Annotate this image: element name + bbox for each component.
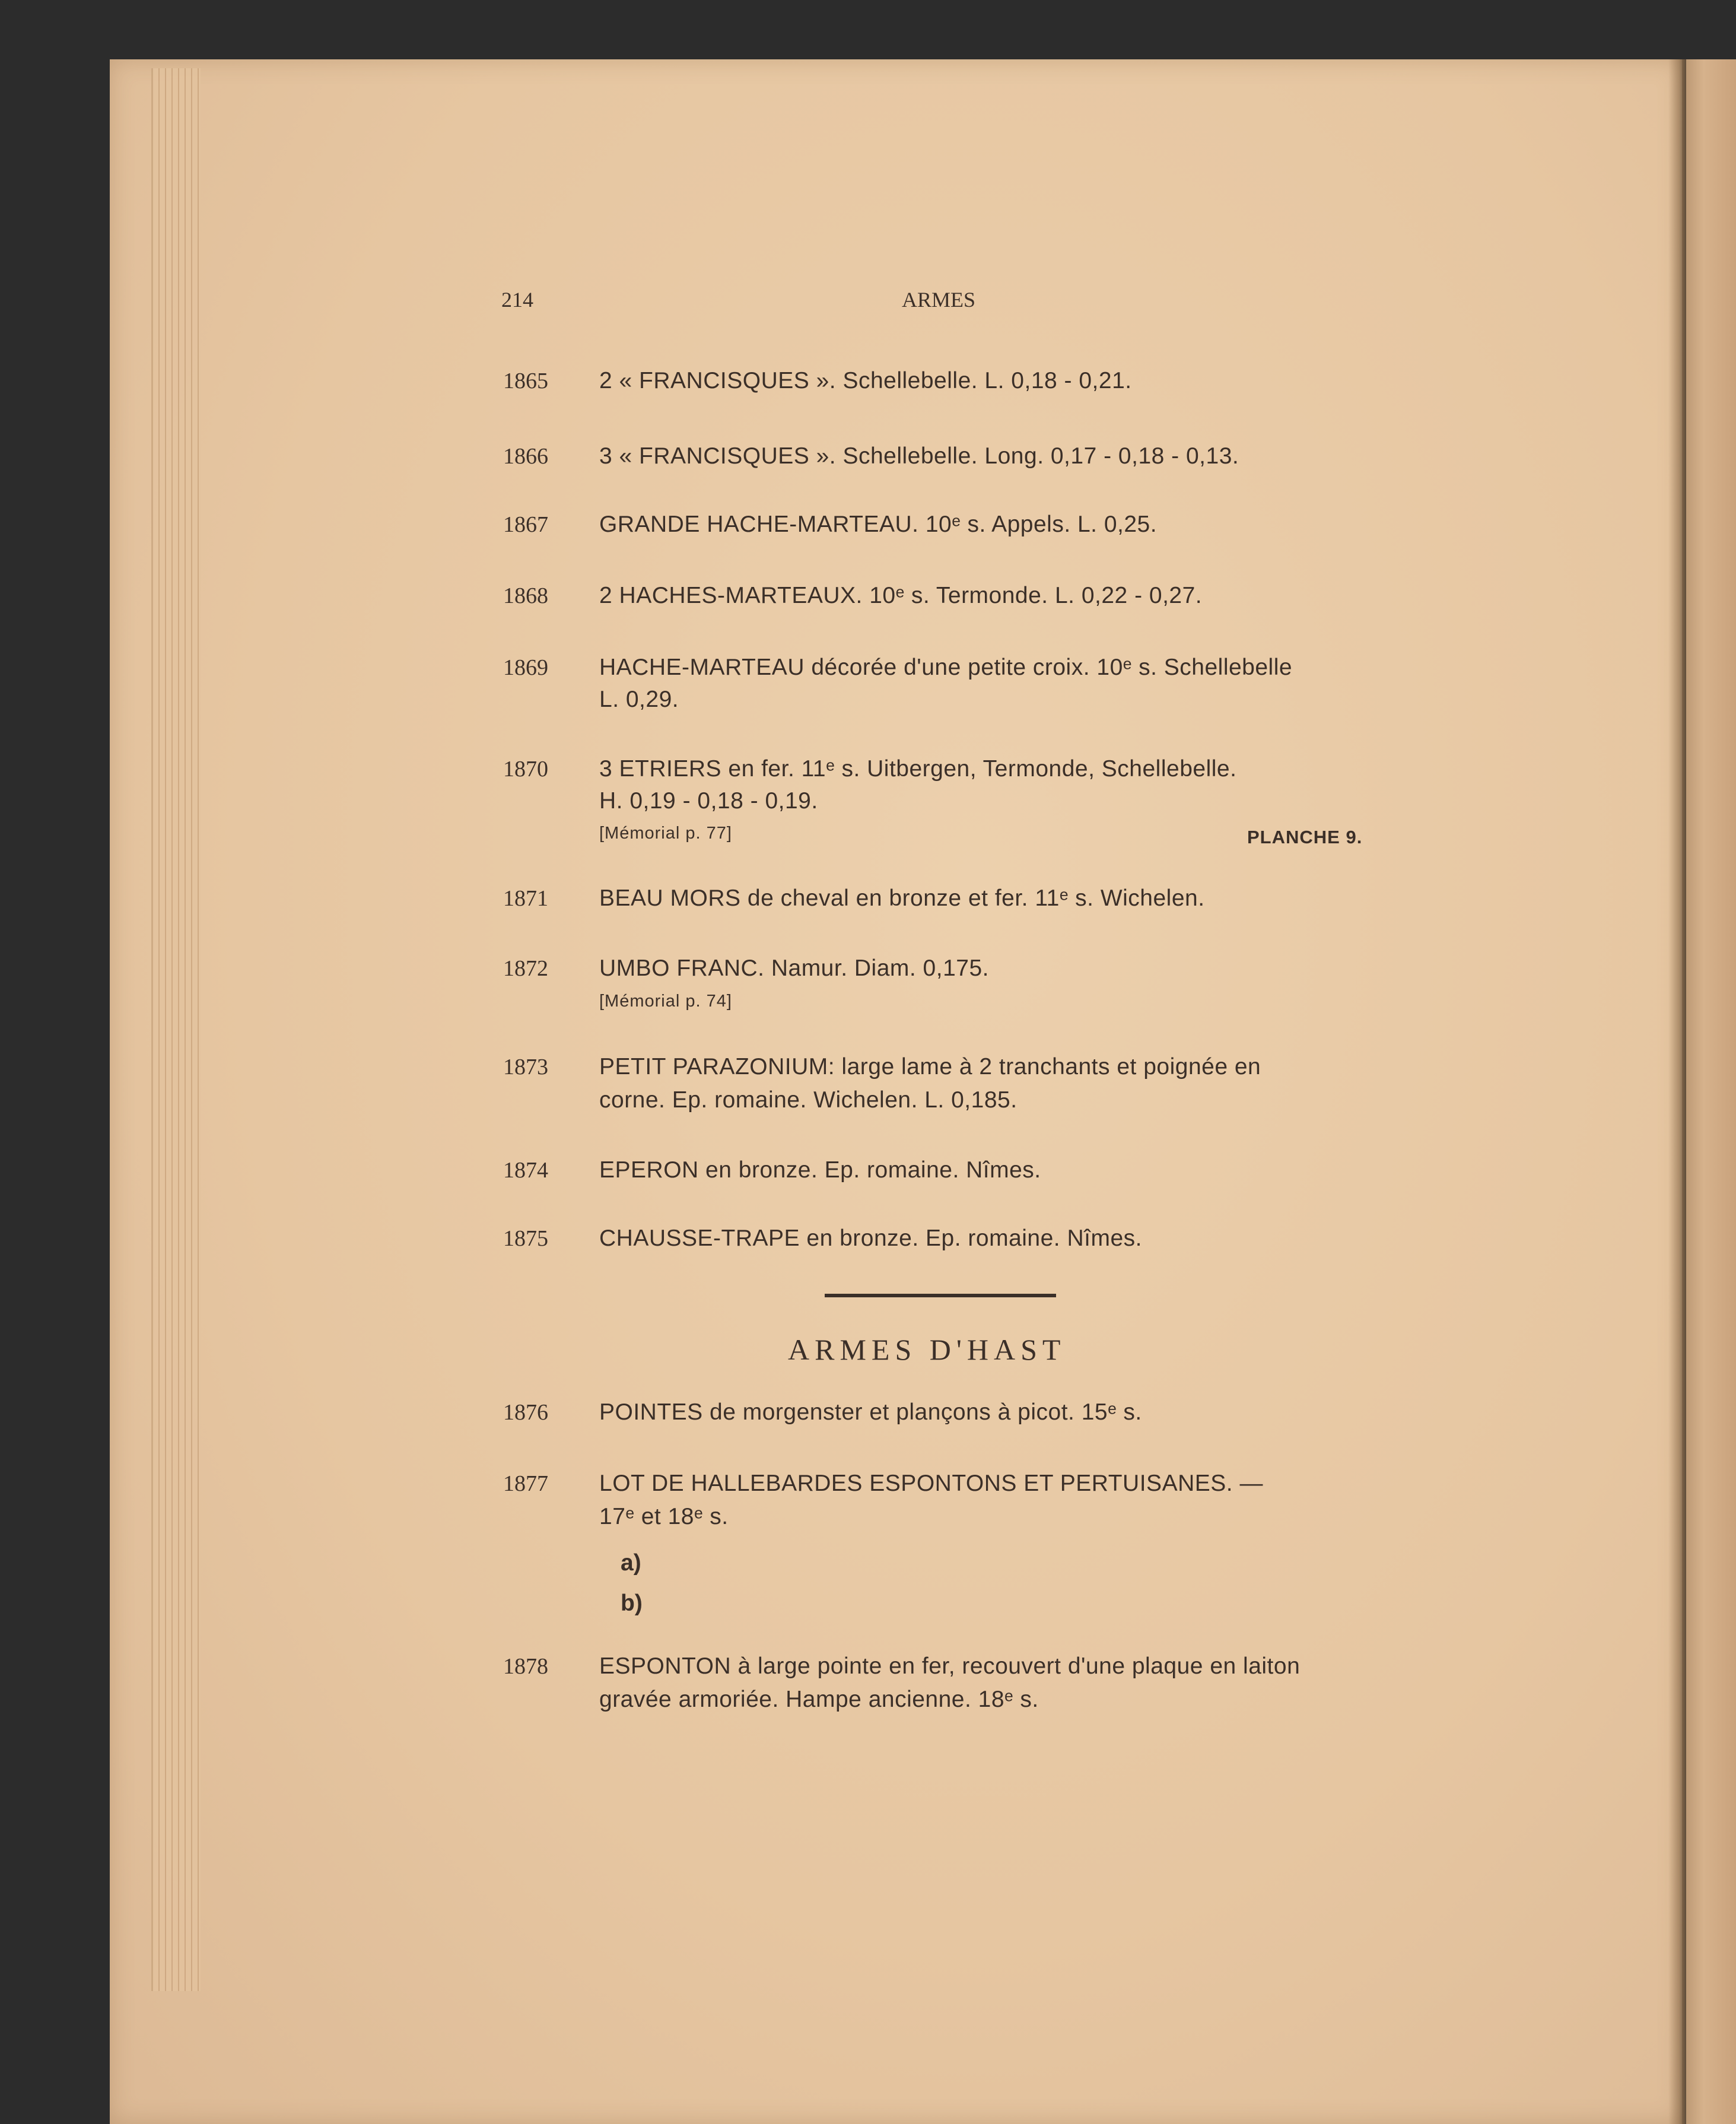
page-edges	[151, 68, 201, 1991]
memorial-reference: [Mémorial p. 77]	[599, 824, 732, 843]
lot-number: 1875	[503, 1226, 548, 1251]
lot-description: 17ᵉ et 18ᵉ s.	[599, 1504, 729, 1529]
lot-number: 1873	[503, 1055, 548, 1080]
lot-number: 1868	[503, 583, 548, 608]
lot-description: CHAUSSE-TRAPE en bronze. Ep. romaine. Nîmes.	[599, 1225, 1142, 1251]
lot-number: 1874	[503, 1158, 548, 1183]
lot-description: L. 0,29.	[599, 687, 679, 712]
lot-description: GRANDE HACHE-MARTEAU. 10ᵉ s. Appels. L. 0,25.	[599, 512, 1158, 537]
lot-number: 1865	[503, 369, 548, 393]
memorial-reference: [Mémorial p. 74]	[599, 992, 732, 1011]
running-title: ARMES	[902, 288, 976, 312]
lot-description: corne. Ep. romaine. Wichelen. L. 0,185.	[599, 1087, 1018, 1113]
lot-description: 3 ETRIERS en fer. 11ᵉ s. Uitbergen, Termonde, Schellebelle.	[599, 756, 1237, 782]
lot-description: BEAU MORS de cheval en bronze et fer. 11ᵉ s. Wichelen.	[599, 885, 1205, 911]
sub-item: a)	[621, 1550, 641, 1576]
lot-number: 1877	[503, 1471, 548, 1496]
section-divider	[825, 1294, 1056, 1297]
lot-number: 1876	[503, 1400, 548, 1425]
lot-number: 1870	[503, 757, 548, 782]
lot-number: 1869	[503, 655, 548, 680]
sub-item: b)	[621, 1590, 643, 1616]
lot-number: 1866	[503, 444, 548, 469]
lot-description: 3 « FRANCISQUES ». Schellebelle. Long. 0,17 - 0,18 - 0,13.	[599, 443, 1239, 469]
page-number: 214	[501, 288, 533, 312]
lot-number: 1867	[503, 512, 548, 537]
lot-description: gravée armoriée. Hampe ancienne. 18ᵉ s.	[599, 1687, 1039, 1712]
facing-page	[1682, 59, 1736, 2124]
lot-description: UMBO FRANC. Namur. Diam. 0,175.	[599, 955, 989, 981]
lot-description: 2 HACHES-MARTEAUX. 10ᵉ s. Termonde. L. 0,22 - 0,27.	[599, 583, 1203, 608]
lot-number: 1872	[503, 956, 548, 981]
lot-description: POINTES de morgenster et plançons à picot. 15ᵉ s.	[599, 1399, 1142, 1425]
section-heading: ARMES D'HAST	[788, 1333, 1066, 1366]
lot-description: HACHE-MARTEAU décorée d'une petite croix. 10ᵉ s. Schellebelle	[599, 655, 1293, 680]
lot-number: 1871	[503, 886, 548, 911]
lot-number: 1878	[503, 1654, 548, 1679]
plate-reference: PLANCHE 9.	[1247, 827, 1363, 847]
lot-description: PETIT PARAZONIUM: large lame à 2 tranchants et poignée en	[599, 1054, 1261, 1080]
lot-description: 2 « FRANCISQUES ». Schellebelle. L. 0,18 - 0,21.	[599, 368, 1132, 393]
lot-description: EPERON en bronze. Ep. romaine. Nîmes.	[599, 1157, 1041, 1183]
lot-description: LOT DE HALLEBARDES ESPONTONS ET PERTUISANES. —	[599, 1471, 1263, 1496]
lot-description: H. 0,19 - 0,18 - 0,19.	[599, 788, 818, 814]
book-gutter	[1668, 59, 1686, 2124]
lot-description: ESPONTON à large pointe en fer, recouvert d'une plaque en laiton	[599, 1653, 1301, 1679]
